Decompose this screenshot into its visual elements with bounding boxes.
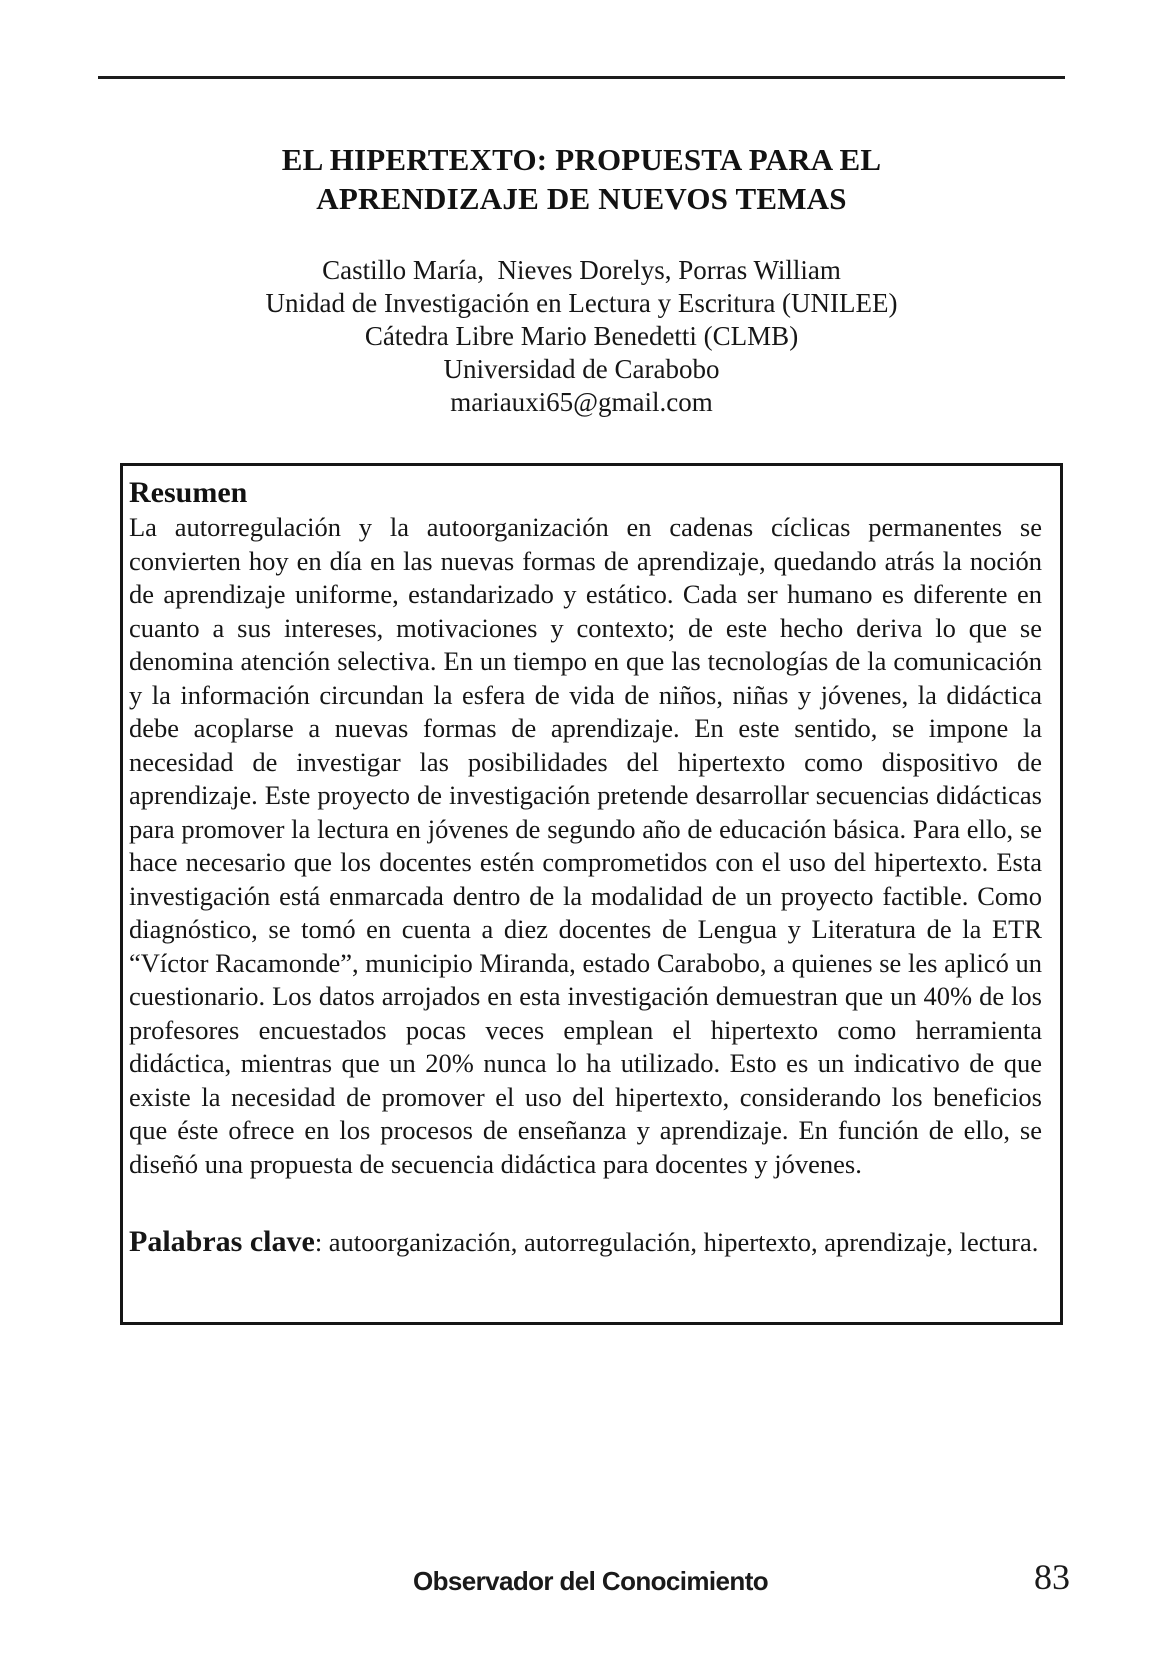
abstract-body: La autorregulación y la autoorganización en cadenas cíclicas permanentes se convierten hoy en día en las nuevas formas de aprendizaje, quedando atrás la noción de aprendizaje uniforme, estandarizado y estático. Cada ser humano es diferente en cuanto a sus intereses, motivaciones y contexto; de este hecho deriva lo que se denomina atención selectiva. En un tiempo en que las tecnologías de la comunicación y la información circundan la esfera de vida de niños, niñas y jóvenes, la didáctica debe acoplarse a nuevas formas de aprendizaje. En este sentido, se impone la necesidad de investigar las posibilidades del hipertexto como dispositivo de aprendizaje. Este proyecto de investigación pretende desarrollar secuencias didácticas para promover la lectura en jóvenes de segundo año de educación básica. Para ello, se hace necesario que los docentes estén comprometidos con el uso del hipertexto. Esta investigación está enmarcada dentro de la modalidad de un proyecto factible. Como diagnóstico, se tomó en cuenta a diez docentes de Lengua y Literatura de la ETR “Víctor Racamonde”, municipio Miranda, estado Carabobo, a quienes se les aplicó un cuestionario. Los datos arrojados en esta investigación demuestran que un 40% de los profesores encuestados pocas veces emplean el hipertexto como herramienta didáctica, mientras que un 20% nunca lo ha utilizado. Esto es un indicativo de que existe la necesidad de promover el uso del hipertexto, considerando los beneficios que éste ofrece en los procesos de enseñanza y aprendizaje. En función de ello, se diseñó una propuesta de secuencia didáctica para docentes y jóvenes. (129, 512, 1042, 1179)
authors-block (98, 254, 1065, 419)
journal-name: Observador del Conocimiento (412, 1566, 769, 1596)
paper-title-line-2: APRENDIZAJE DE NUEVOS TEMAS (316, 181, 847, 216)
abstract-box (120, 463, 1063, 1325)
keywords-label: Palabras clave (129, 1225, 315, 1258)
author-email: mariauxi65@gmail.com (450, 387, 713, 417)
top-rule (98, 76, 1065, 79)
affiliation-chair: Cátedra Libre Mario Benedetti (CLMB) (364, 321, 799, 351)
paper-title (98, 140, 1065, 218)
keywords-text: : autoorganización, autorregulación, hipertexto, aprendizaje, lectura. (314, 1227, 1039, 1257)
affiliation-unit: Unidad de Investigación en Lectura y Escritura (UNILEE) (265, 288, 898, 318)
keywords-line (129, 1225, 1042, 1259)
page-number: 83 (1034, 1557, 1070, 1597)
paper-title-line-1: EL HIPERTEXTO: PROPUESTA PARA EL (281, 142, 882, 177)
affiliation-university: Universidad de Carabobo (443, 354, 720, 384)
author-names: Castillo María, Nieves Dorelys, Porras William (322, 255, 841, 285)
abstract-heading: Resumen (129, 476, 248, 509)
